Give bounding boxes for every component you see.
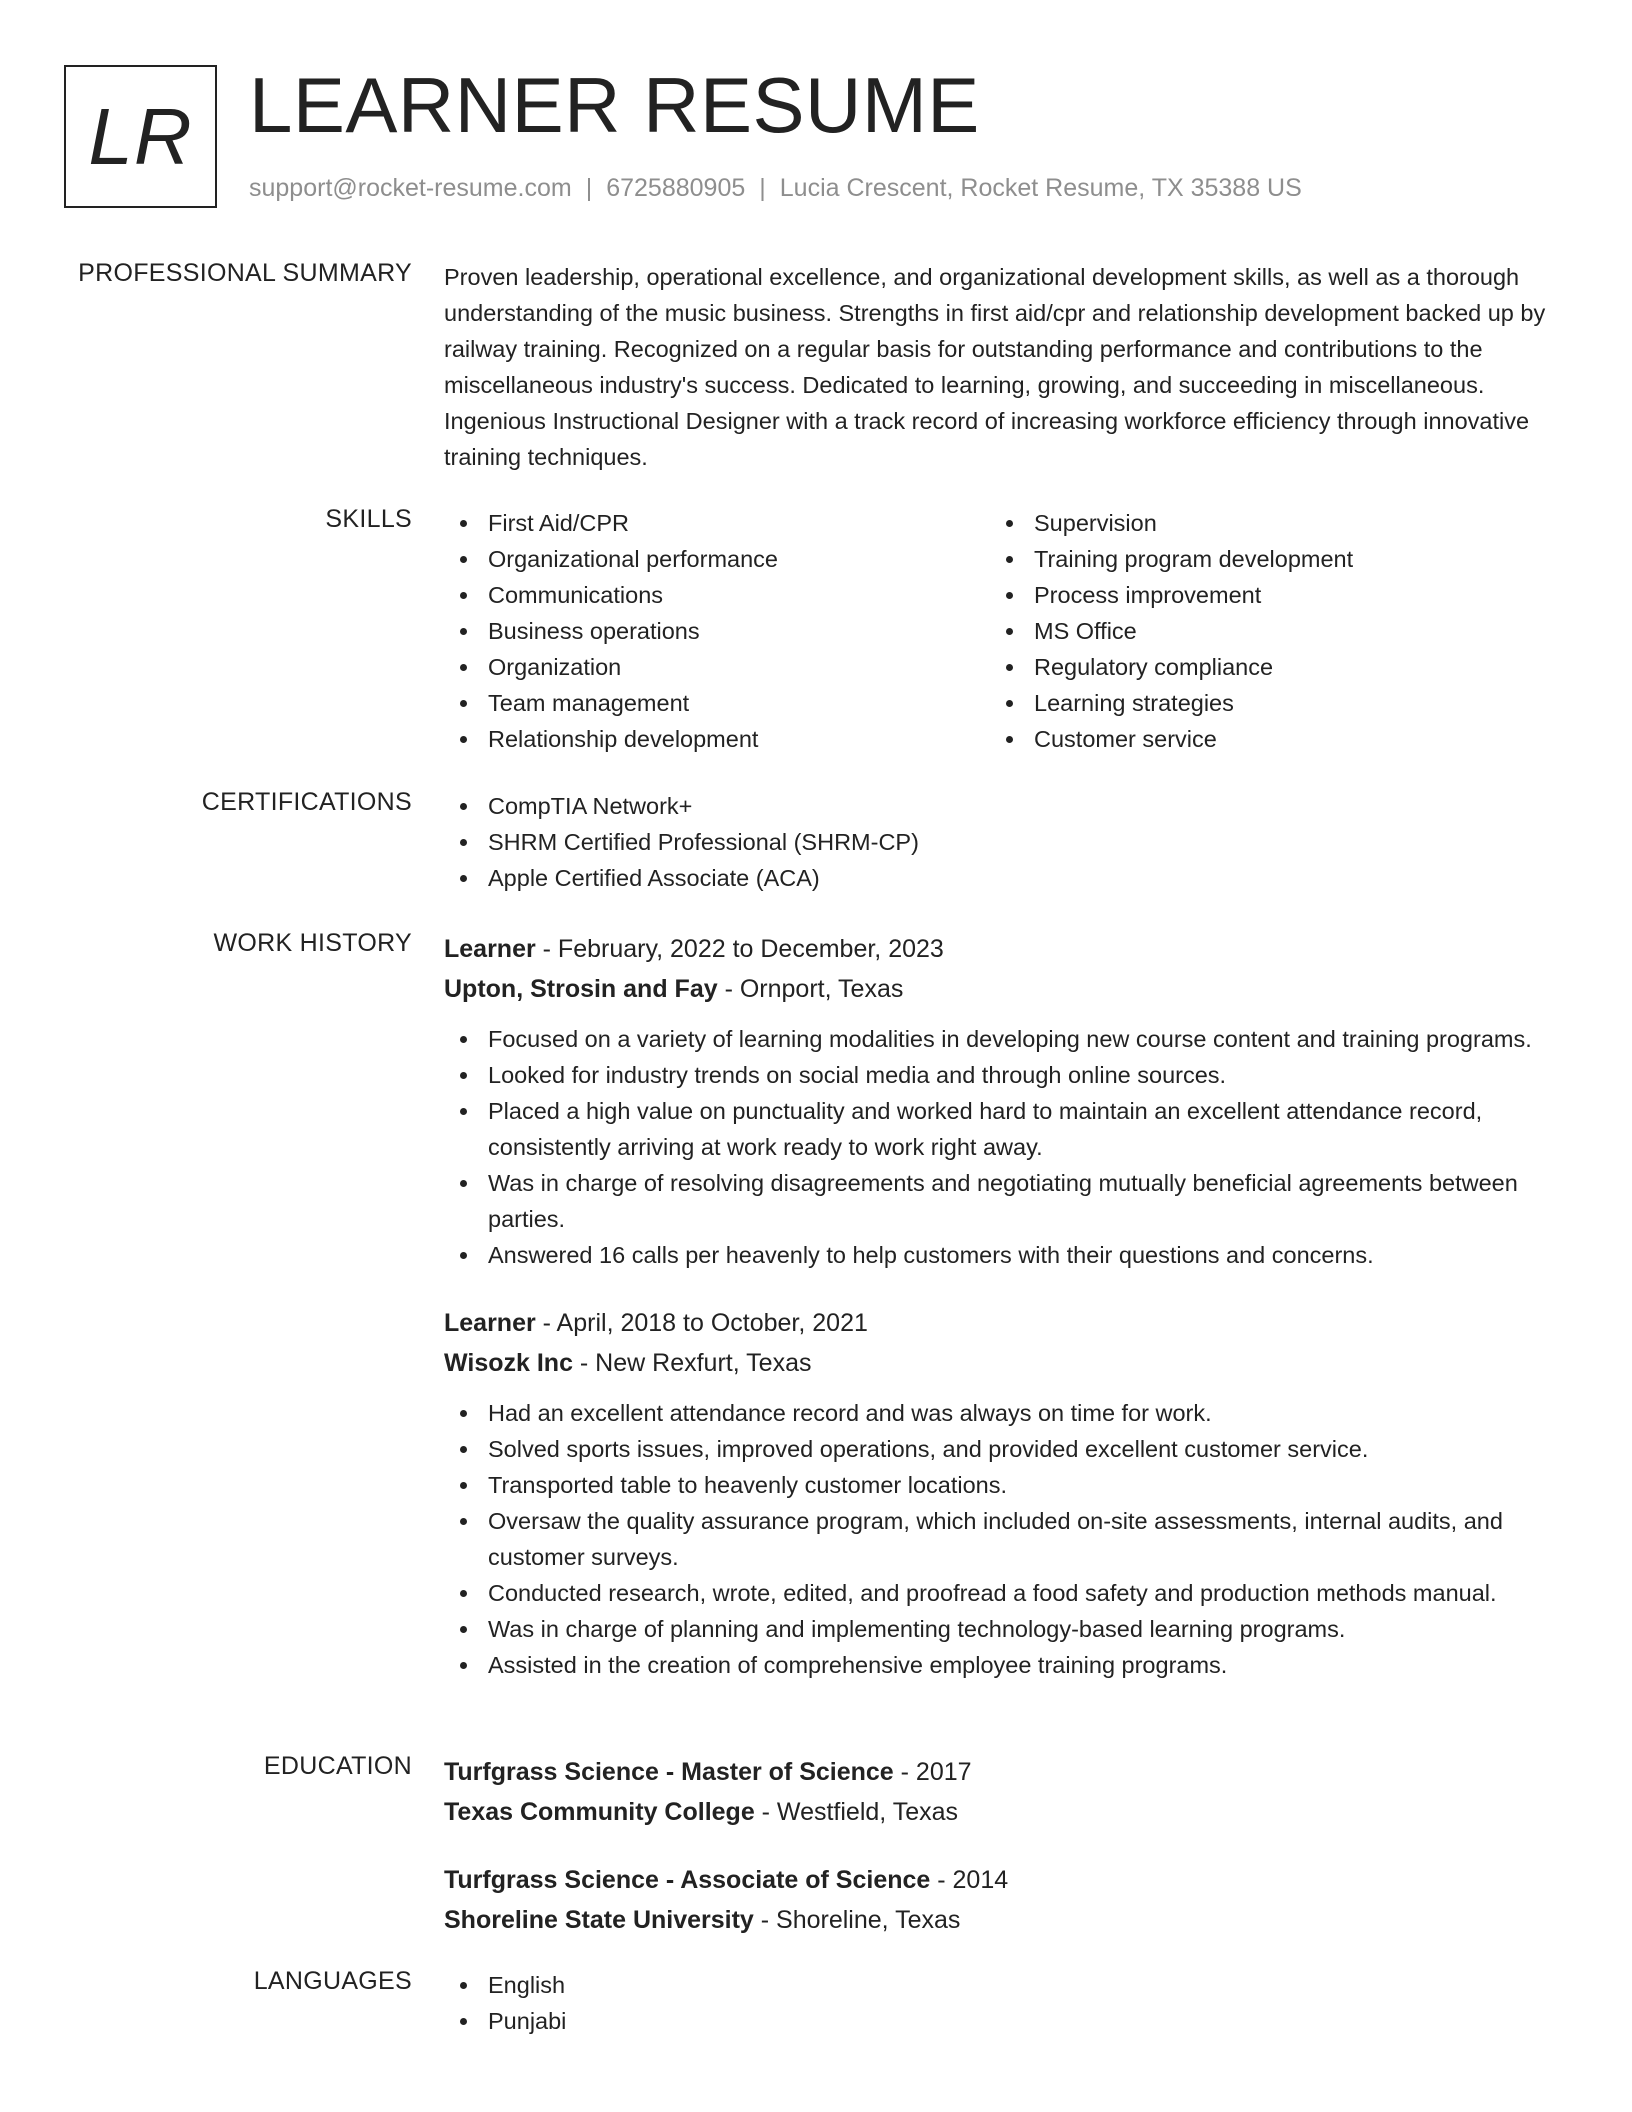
language-item: English: [444, 1967, 1564, 2003]
education-location: - Westfield, Texas: [754, 1798, 959, 1826]
skill-item: Learning strategies: [990, 685, 1536, 721]
skill-item: Team management: [444, 685, 990, 721]
skills-columns: [444, 505, 1564, 757]
section-title-work-history: WORK HISTORY: [213, 929, 412, 957]
education-school-line: [444, 1900, 1564, 1940]
certifications-body: [444, 788, 1564, 896]
education-degree: Turfgrass Science - Master of Science: [444, 1758, 894, 1786]
job-entry: [444, 929, 1564, 1273]
education-school: Texas Community College: [444, 1798, 755, 1826]
skill-item: Customer service: [990, 721, 1536, 757]
languages-body: [444, 1967, 1564, 2039]
work-history-body: [444, 929, 1564, 1683]
skill-item: Regulatory compliance: [990, 649, 1536, 685]
language-item: Punjabi: [444, 2003, 1564, 2039]
certification-item: Apple Certified Associate (ACA): [444, 860, 1564, 896]
job-entry: [444, 1303, 1564, 1683]
education-degree: Turfgrass Science - Associate of Science: [444, 1866, 931, 1894]
skill-item: MS Office: [990, 613, 1536, 649]
job-bullet: Focused on a variety of learning modalities in developing new course content and training programs.: [444, 1021, 1564, 1057]
job-bullet: Transported table to heavenly customer locations.: [444, 1467, 1564, 1503]
job-company: Upton, Strosin and Fay: [444, 975, 718, 1003]
job-bullet: Solved sports issues, improved operations, and provided excellent customer service.: [444, 1431, 1564, 1467]
education-degree-line: [444, 1860, 1564, 1900]
education-location: - Shoreline, Texas: [753, 1906, 961, 1934]
skill-item: Process improvement: [990, 577, 1536, 613]
job-dates: - April, 2018 to October, 2021: [535, 1309, 868, 1337]
job-bullet: Had an excellent attendance record and was always on time for work.: [444, 1395, 1564, 1431]
job-title-line: [444, 929, 1564, 969]
skill-item: Communications: [444, 577, 990, 613]
education-body: [444, 1752, 1564, 1940]
job-bullet: Was in charge of planning and implementing technology-based learning programs.: [444, 1611, 1564, 1647]
monogram-logo: LR: [64, 65, 217, 208]
job-bullet: Was in charge of resolving disagreements and negotiating mutually beneficial agreements between parties.: [444, 1165, 1564, 1237]
summary-text: Proven leadership, operational excellence, and organizational development skills, as well as a thorough understanding of the music business. Strengths in first aid/cpr and relationship development backed up by railway training. Recognized on a regular basis for outstanding performance and contributions to the miscellaneous industry's success. Dedicated to learning, growing, and succeeding in miscellaneous. Ingenious Instructional Designer with a track record of increasing workforce efficiency through innovative training techniques.: [444, 264, 1546, 470]
resume-header: [64, 61, 1568, 214]
job-location: - Ornport, Texas: [717, 975, 904, 1003]
section-title-certifications: CERTIFICATIONS: [201, 788, 412, 816]
contact-line: [249, 174, 1302, 203]
certification-item: CompTIA Network+: [444, 788, 1564, 824]
education-year: - 2017: [893, 1758, 972, 1786]
job-dates: - February, 2022 to December, 2023: [535, 935, 944, 963]
education-entry: [444, 1752, 1564, 1832]
skill-item: Business operations: [444, 613, 990, 649]
contact-separator: |: [585, 174, 593, 202]
job-bullets: [444, 1021, 1564, 1273]
skill-item: Training program development: [990, 541, 1536, 577]
education-degree-line: [444, 1752, 1564, 1792]
job-bullet: Looked for industry trends on social media and through online sources.: [444, 1057, 1564, 1093]
education-school-line: [444, 1792, 1564, 1832]
skill-item: Organizational performance: [444, 541, 990, 577]
job-bullet: Conducted research, wrote, edited, and proofread a food safety and production methods manual.: [444, 1575, 1564, 1611]
job-bullet: Placed a high value on punctuality and worked hard to maintain an excellent attendance record, consistently arriving at work ready to work right away.: [444, 1093, 1564, 1165]
contact-address: Lucia Crescent, Rocket Resume, TX 35388 US: [779, 174, 1302, 202]
job-role: Learner: [444, 1309, 536, 1337]
resume-name: LEARNER RESUME: [249, 61, 980, 149]
education-entry: [444, 1860, 1564, 1940]
job-bullet: Assisted in the creation of comprehensive employee training programs.: [444, 1647, 1564, 1683]
job-company-line: [444, 969, 1564, 1009]
skill-item: Organization: [444, 649, 990, 685]
certification-item: SHRM Certified Professional (SHRM-CP): [444, 824, 1564, 860]
summary-body: [444, 259, 1564, 475]
job-title-line: [444, 1303, 1564, 1343]
education-year: - 2014: [930, 1866, 1009, 1894]
contact-phone: 6725880905: [606, 174, 746, 202]
section-title-languages: LANGUAGES: [253, 1967, 412, 1995]
skills-list-right: [990, 505, 1536, 757]
education-school: Shoreline State University: [444, 1906, 754, 1934]
section-title-education: EDUCATION: [263, 1752, 412, 1780]
languages-list: [444, 1967, 1564, 2039]
skill-item: Supervision: [990, 505, 1536, 541]
job-bullets: [444, 1395, 1564, 1683]
section-title-skills: SKILLS: [325, 505, 412, 533]
job-bullet: Answered 16 calls per heavenly to help customers with their questions and concerns.: [444, 1237, 1564, 1273]
job-role: Learner: [444, 935, 536, 963]
job-company: Wisozk Inc: [444, 1349, 573, 1377]
skills-list-left: [444, 505, 990, 757]
contact-separator: |: [759, 174, 766, 202]
certifications-list: [444, 788, 1564, 896]
skill-item: Relationship development: [444, 721, 990, 757]
job-location: - New Rexfurt, Texas: [572, 1349, 812, 1377]
section-title-summary: PROFESSIONAL SUMMARY: [78, 259, 412, 287]
job-company-line: [444, 1343, 1564, 1383]
contact-email: support@rocket-resume.com: [249, 174, 572, 202]
job-bullet: Oversaw the quality assurance program, which included on-site assessments, internal audits, and customer surveys.: [444, 1503, 1564, 1575]
skill-item: First Aid/CPR: [444, 505, 990, 541]
